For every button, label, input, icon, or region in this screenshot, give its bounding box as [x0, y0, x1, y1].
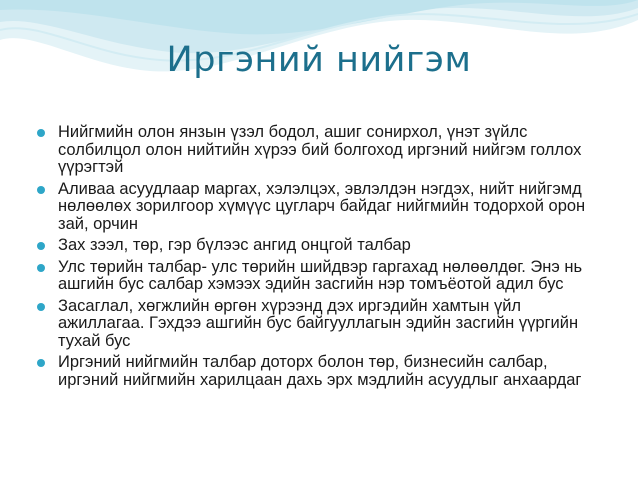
bullet-text: Аливаа асуудлаар маргах, хэлэлцэх, эвлэлдэн нэгдэх, нийт нийгэмд нөлөөлөх зорилгоор хүмүүс цугларч байдаг нийгмийн тодорхой орон зай, орчин — [58, 179, 586, 233]
bullet-item — [36, 259, 596, 294]
bullet-text: Засаглал, хөгжлийн өргөн хүрээнд дэх иргэдийн хамтын үйл ажиллагаа. Гэхдээ ашгийн бус байгууллагын эдийн засгийн үүргийн тухай бус — [58, 296, 579, 350]
bullet-item — [36, 237, 596, 255]
bullet-item — [36, 354, 596, 389]
bullet-item — [36, 181, 596, 234]
slide-title: Иргэний нийгэм — [166, 40, 472, 80]
bullet-dot-icon — [37, 264, 45, 272]
bullet-dot-icon — [37, 129, 45, 137]
bullet-dot-icon — [37, 186, 45, 194]
bullet-dot-icon — [37, 242, 45, 250]
content-area — [36, 124, 596, 393]
bullet-text: Зах зээл, төр, гэр бүлээс ангид онцгой талбар — [58, 236, 411, 254]
bullet-list — [36, 124, 596, 389]
bullet-text: Иргэний нийгмийн талбар доторх болон төр, бизнесийн салбар, иргэний нийгмийн харилцаан дахь эрх мэдлийн асуудлыг анхаардаг — [58, 353, 582, 389]
bullet-dot-icon — [37, 303, 45, 311]
bullet-item — [36, 124, 596, 177]
bullet-text: Нийгмийн олон янзын үзэл бодол, ашиг сонирхол, үнэт зүйлс солбилцол олон нийтийн хүрээ бий болгоход иргэний нийгэм голлох үүрэгтэй — [58, 123, 582, 176]
bullet-item — [36, 298, 596, 351]
bullet-text: Улс төрийн талбар- улс төрийн шийдвэр гаргахад нөлөөлдөг. Энэ нь ашгийн бус салбар хэмээх эдийн засгийн нэр томъёотой адил бус — [58, 257, 583, 293]
bullet-dot-icon — [37, 359, 45, 367]
